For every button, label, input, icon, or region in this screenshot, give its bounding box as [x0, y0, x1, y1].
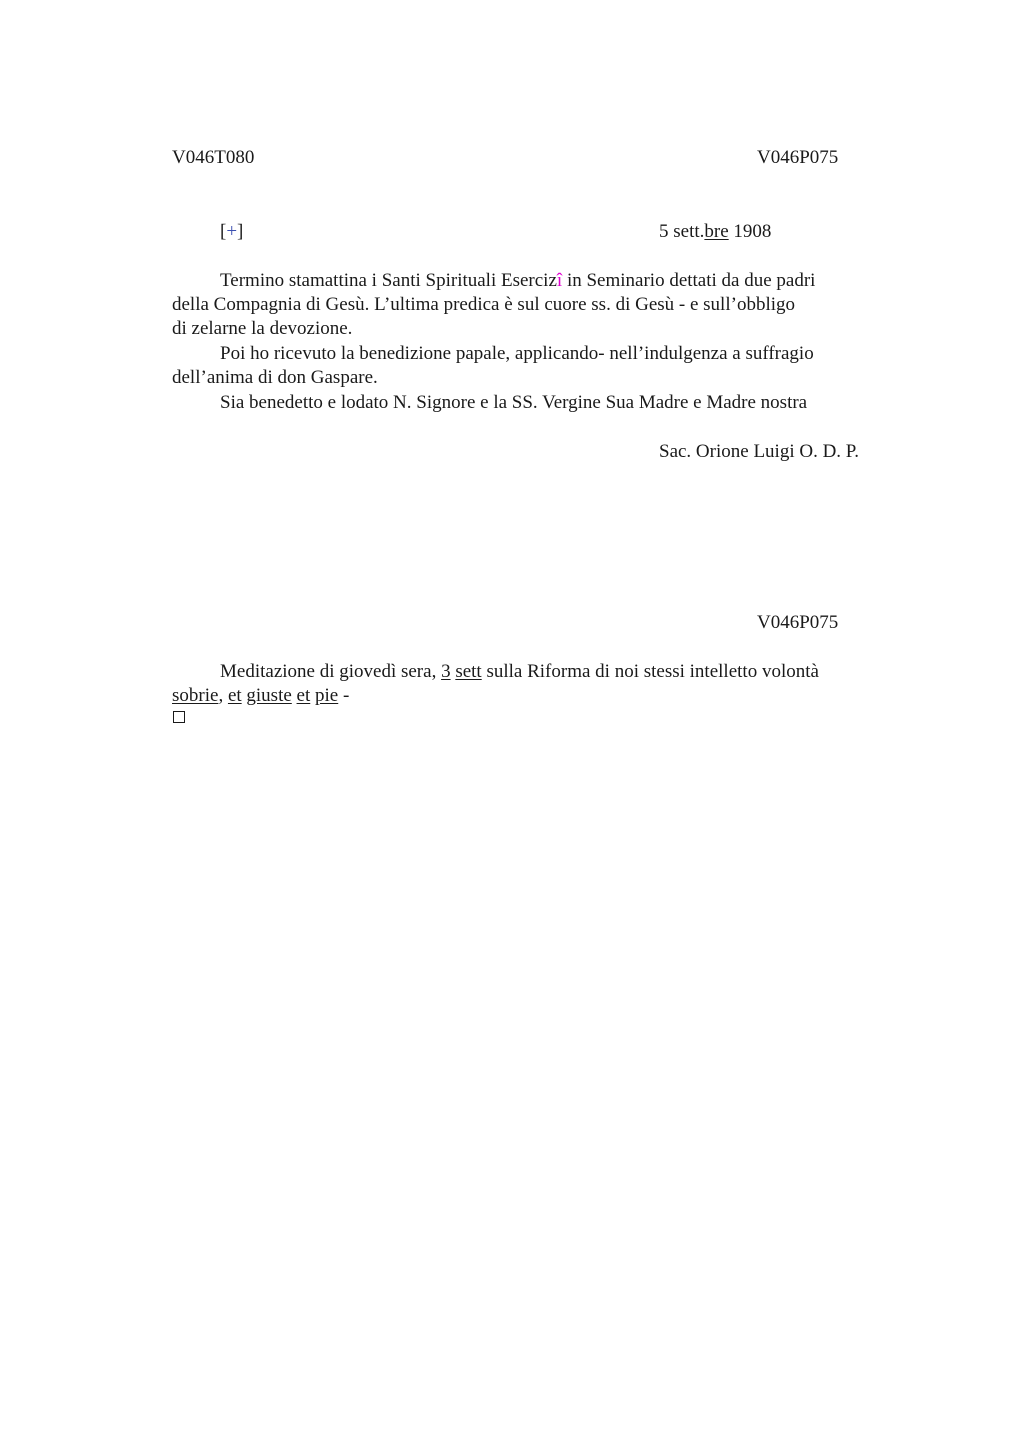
checkbox-icon	[173, 711, 185, 723]
text-run: sulla Riforma di noi stessi intelletto volontà	[481, 661, 819, 682]
page-code-second: V046P075	[757, 612, 839, 633]
page-code-right: V046P075	[757, 147, 839, 168]
paragraph-1-line-1	[220, 269, 815, 293]
cross-marker	[220, 220, 243, 244]
underlined-word: pie	[315, 685, 339, 706]
underlined-word: sobrie	[172, 685, 219, 706]
paragraph-3-line-1: Sia benedetto e lodato N. Signore e la SS. Vergine Sua Madre e Madre nostra	[220, 392, 808, 413]
cross-icon: +	[226, 221, 238, 242]
date-underlined-part: bre	[704, 221, 729, 242]
text-run: in Seminario dettati da due padri	[562, 270, 816, 291]
paragraph-2-line-1: Poi ho ricevuto la benedizione papale, applicando- nell’indulgenza a suffragio	[220, 343, 814, 364]
date-prefix: 5 sett.	[659, 221, 705, 242]
editorial-mark: î	[556, 270, 563, 291]
text-run: -	[338, 685, 350, 706]
underlined-word: sett	[455, 661, 482, 682]
signature: Sac. Orione Luigi O. D. P.	[659, 441, 860, 462]
meditation-line-1	[220, 660, 819, 684]
bracket-close: ]	[237, 221, 244, 242]
paragraph-2-line-2: dell’anima di don Gaspare.	[172, 367, 378, 388]
underlined-word: et	[296, 685, 311, 706]
date-year: 1908	[728, 221, 772, 242]
underlined-word: 3	[441, 661, 451, 682]
text-run: Meditazione di giovedì sera,	[220, 661, 442, 682]
paragraph-1-line-3: di zelarne la devozione.	[172, 318, 353, 339]
meditation-line-2	[172, 684, 349, 708]
text-run: Termino stamattina i Santi Spirituali Eserciz	[220, 270, 557, 291]
document-code-left: V046T080	[172, 147, 255, 168]
bracket-open: [	[220, 221, 227, 242]
text-run: ,	[218, 685, 228, 706]
letter-date	[659, 220, 771, 244]
underlined-word: et	[227, 685, 242, 706]
paragraph-1-line-2: della Compagnia di Gesù. L’ultima predica è sul cuore ss. di Gesù - e sull’obbligo	[172, 294, 796, 315]
underlined-word: giuste	[246, 685, 292, 706]
